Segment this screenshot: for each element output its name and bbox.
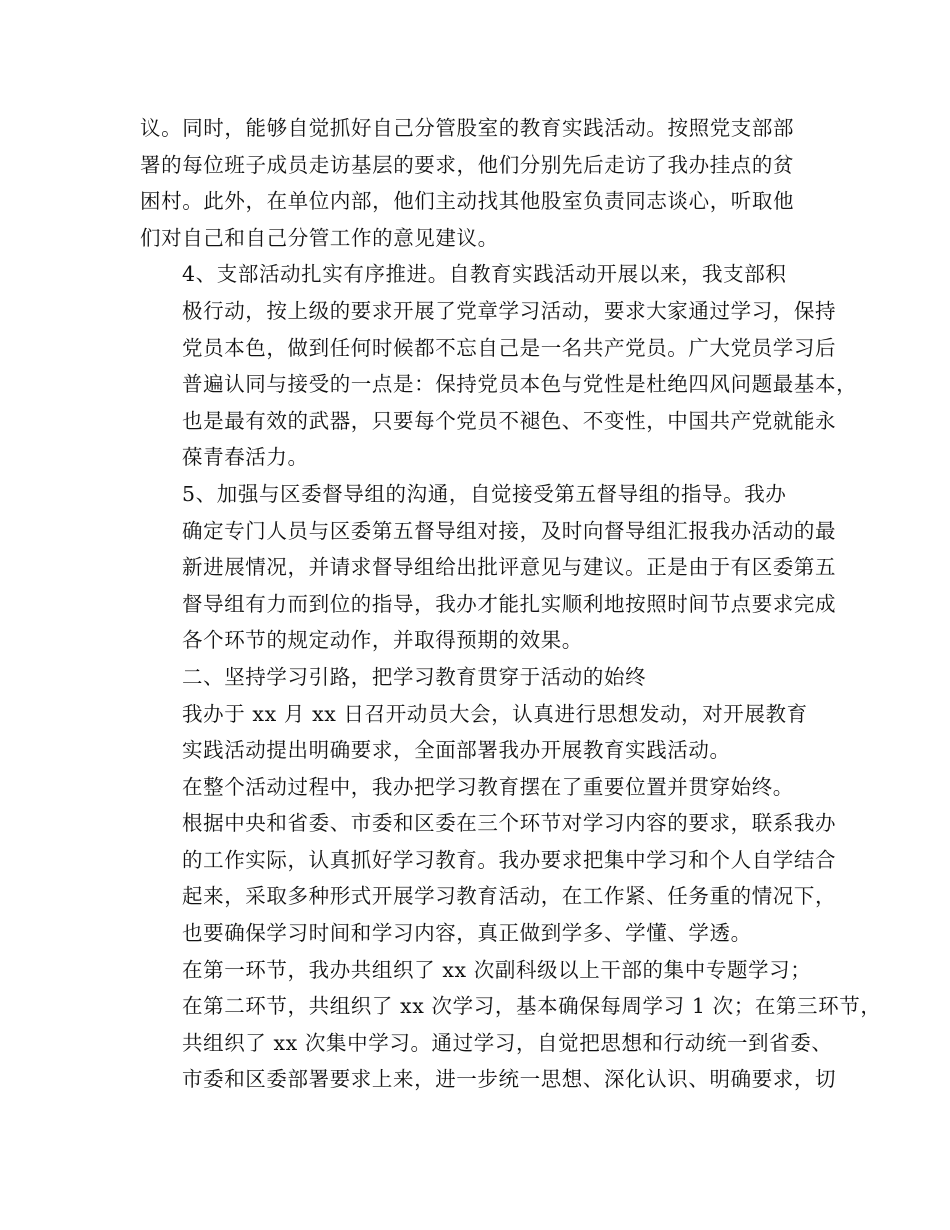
- paragraph-process: [140, 769, 837, 952]
- text-line: 在整个活动过程中，我办把学习教育摆在了重要位置并贯穿始终。: [182, 774, 794, 799]
- text-line: 葆青春活力。: [182, 445, 309, 470]
- text-line: 确定专门人员与区委第五督导组对接，及时向督导组汇报我办活动的最: [182, 518, 837, 543]
- text-line: 困村。此外，在单位内部，他们主动找其他股室负责同志谈心，听取他: [140, 189, 795, 214]
- text-line: 根据中央和省委、市委和区委在三个环节对学习内容的要求，联系我办: [182, 811, 837, 836]
- text-line: 也要确保学习时间和学习内容，真正做到学多、学懂、学透。: [182, 921, 752, 946]
- text-line: 各个环节的规定动作，并取得预期的效果。: [182, 628, 583, 653]
- paragraph-item-4: [140, 256, 858, 476]
- text-line: 我办于 xx 月 xx 日召开动员大会，认真进行思想发动，对开展教育: [182, 701, 808, 726]
- text-line: 共组织了 xx 次集中学习。通过学习，自觉把思想和行动统一到省委、: [182, 1030, 833, 1055]
- text-line: 5、加强与区委督导组的沟通，自觉接受第五督导组的指导。我办: [182, 481, 787, 506]
- paragraph-stages: [140, 952, 882, 1098]
- text-line: 普遍认同与接受的一点是：保持党员本色与党性是杜绝四风问题最基本，: [182, 372, 858, 397]
- paragraph-continued: [140, 110, 820, 256]
- paragraph-meeting: [140, 696, 820, 769]
- text-line: 督导组有力而到位的指导，我办才能扎实顺利地按照时间节点要求完成: [182, 591, 837, 616]
- text-line: 们对自己和自己分管工作的意见建议。: [140, 225, 499, 250]
- document-body: [140, 110, 882, 1098]
- text-line: 4、支部活动扎实有序推进。自教育实践活动开展以来，我支部积: [182, 262, 787, 287]
- text-line: 新进展情况，并请求督导组给出批评意见与建议。正是由于有区委第五: [182, 555, 837, 580]
- text-line: 署的每位班子成员走访基层的要求，他们分别先后走访了我办挂点的贫: [140, 152, 795, 177]
- section-heading-2: [140, 659, 820, 696]
- text-line: 在第二环节，共组织了 xx 次学习，基本确保每周学习 1 次；在第三环节，: [182, 994, 882, 1019]
- text-line: 也是最有效的武器，只要每个党员不褪色、不变性，中国共产党就能永: [182, 408, 837, 433]
- heading-line: 二、坚持学习引路，把学习教育贯穿于活动的始终: [182, 664, 647, 689]
- text-line: 议。同时，能够自觉抓好自己分管股室的教育实践活动。按照党支部部: [140, 116, 795, 140]
- paragraph-item-5: [140, 476, 837, 659]
- text-line: 在第一环节，我办共组织了 xx 次副科级以上干部的集中专题学习；: [182, 957, 812, 982]
- text-line: 党员本色，做到任何时候都不忘自己是一名共产党员。广大党员学习后: [182, 335, 837, 360]
- text-line: 的工作实际，认真抓好学习教育。我办要求把集中学习和个人自学结合: [182, 847, 837, 872]
- text-line: 极行动，按上级的要求开展了党章学习活动，要求大家通过学习，保持: [182, 298, 837, 323]
- text-line: 市委和区委部署要求上来，进一步统一思想、深化认识、明确要求，切: [182, 1067, 837, 1092]
- text-line: 起来，采取多种形式开展学习教育活动，在工作紧、任务重的情况下，: [182, 884, 837, 909]
- text-line: 实践活动提出明确要求，全面部署我办开展教育实践活动。: [182, 738, 731, 763]
